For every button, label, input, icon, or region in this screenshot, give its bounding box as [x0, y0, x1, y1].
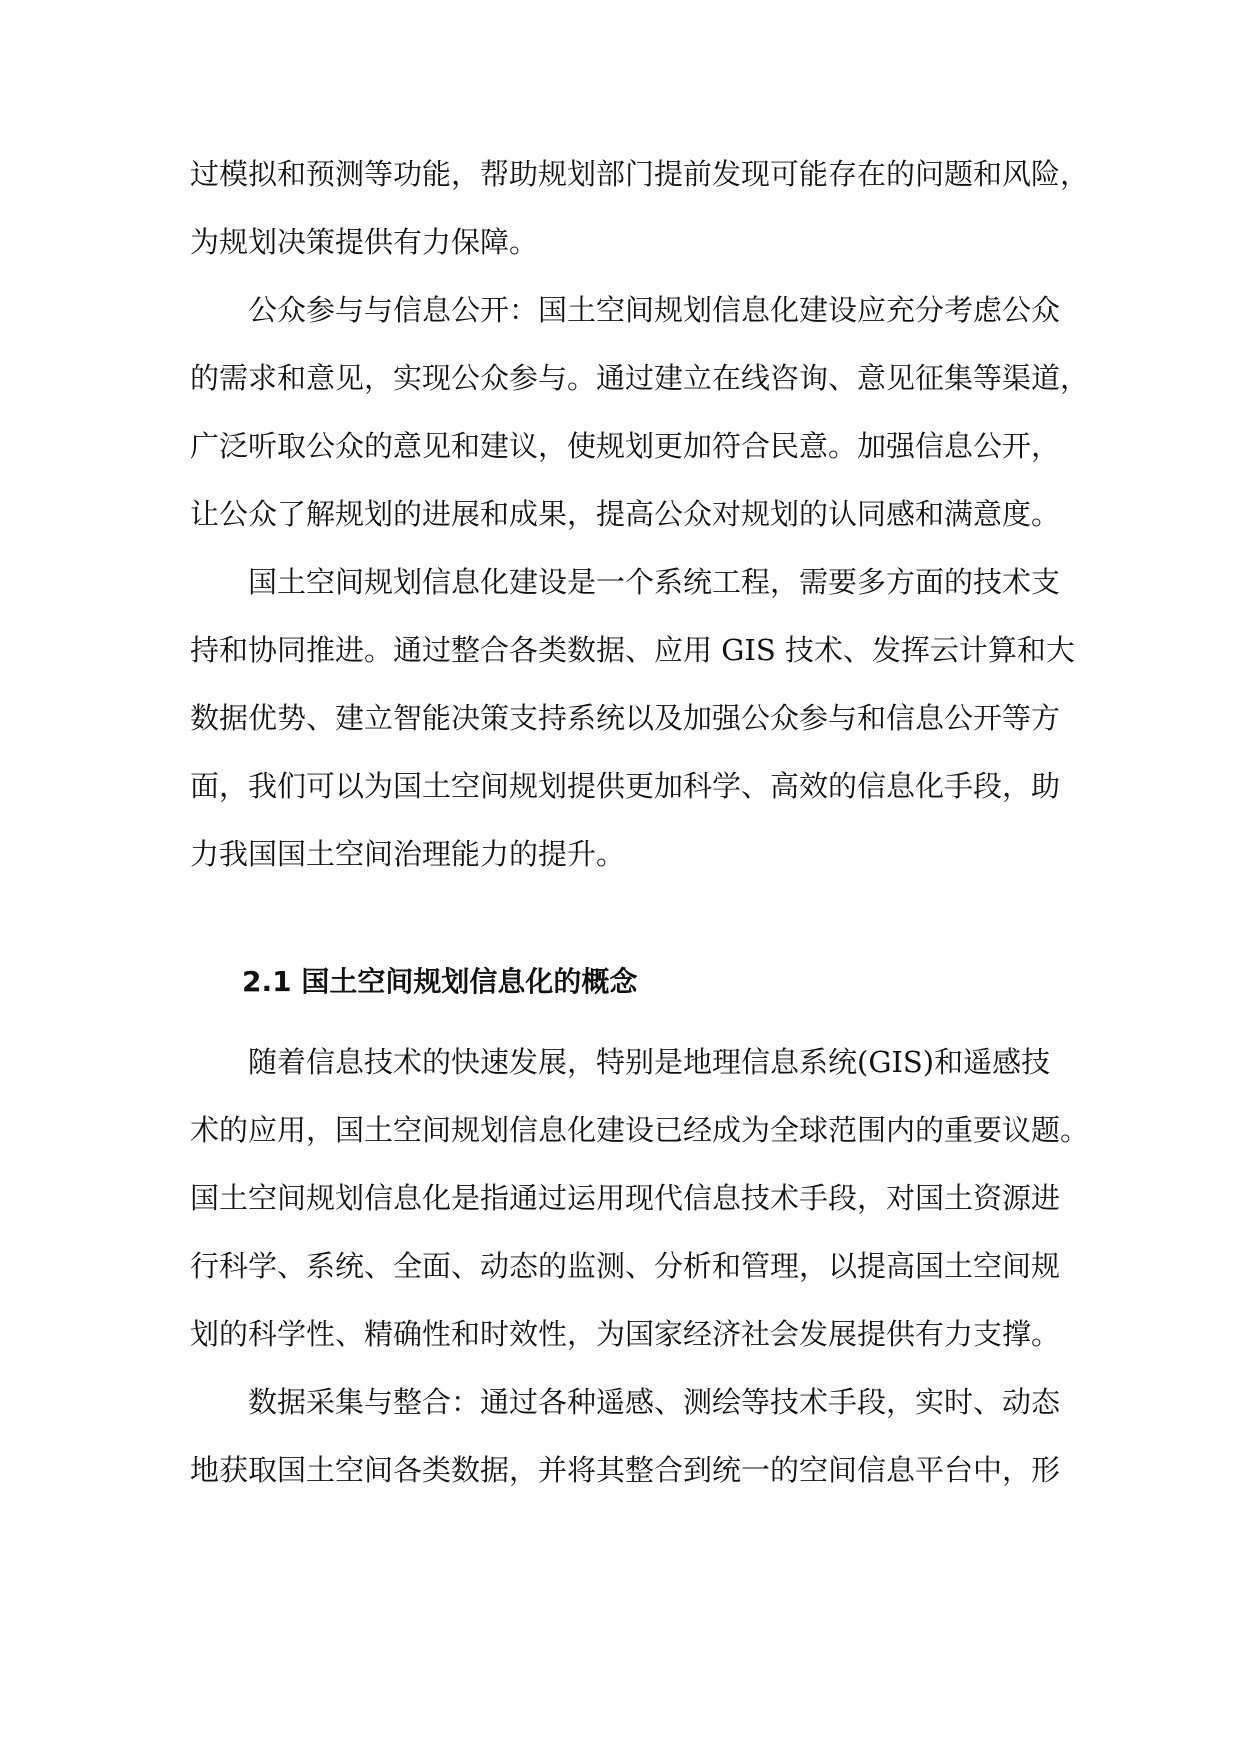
- document-page: [190, 140, 1090, 1504]
- text-line: 让公众了解规划的进展和成果，提高公众对规划的认同感和满意度。: [190, 497, 1061, 531]
- text-line: 数据优势、建立智能决策支持系统以及加强公众参与和信息公开等方: [190, 701, 1061, 735]
- spacer: [190, 888, 1050, 948]
- text-line: 行科学、系统、全面、动态的监测、分析和管理，以提高国土空间规: [190, 1249, 1061, 1283]
- text-line: 为规划决策提供有力保障。: [190, 225, 539, 259]
- text-line: 的需求和意见，实现公众参与。通过建立在线咨询、意见征集等渠道，: [190, 361, 1090, 395]
- text-line: 国土空间规划信息化是指通过运用现代信息技术手段，对国土资源进: [190, 1181, 1061, 1215]
- text-line: 广泛听取公众的意见和建议，使规划更加符合民意。加强信息公开，: [190, 429, 1061, 463]
- text-line: 随着信息技术的快速发展，特别是地理信息系统(GIS)和遥感技: [248, 1045, 1051, 1079]
- section-heading: 2.1 国土空间规划信息化的概念: [242, 965, 638, 998]
- text-line: 术的应用，国土空间规划信息化建设已经成为全球范围内的重要议题。: [190, 1113, 1090, 1147]
- text-line: 地获取国土空间各类数据，并将其整合到统一的空间信息平台中，形: [190, 1453, 1061, 1487]
- text-line: 划的科学性、精确性和时效性，为国家经济社会发展提供有力支撑。: [190, 1317, 1061, 1351]
- paragraph: [190, 276, 1090, 548]
- paragraph: [190, 548, 1075, 888]
- paragraph: [190, 1028, 1090, 1368]
- text-line: 面，我们可以为国土空间规划提供更加科学、高效的信息化手段，助: [190, 769, 1061, 803]
- text-line: 力我国国土空间治理能力的提升。: [190, 837, 626, 871]
- text-line: 公众参与与信息公开：国土空间规划信息化建设应充分考虑公众: [248, 293, 1061, 327]
- paragraph: [190, 1368, 1061, 1504]
- text-line: 数据采集与整合：通过各种遥感、测绘等技术手段，实时、动态: [248, 1385, 1061, 1419]
- spacer: [190, 1016, 1050, 1028]
- text-line: 过模拟和预测等功能，帮助规划部门提前发现可能存在的问题和风险，: [190, 157, 1090, 191]
- text-line: 持和协同推进。通过整合各类数据、应用 GIS 技术、发挥云计算和大: [190, 633, 1075, 667]
- paragraph: [190, 140, 1090, 276]
- text-line: 国土空间规划信息化建设是一个系统工程，需要多方面的技术支: [248, 565, 1061, 599]
